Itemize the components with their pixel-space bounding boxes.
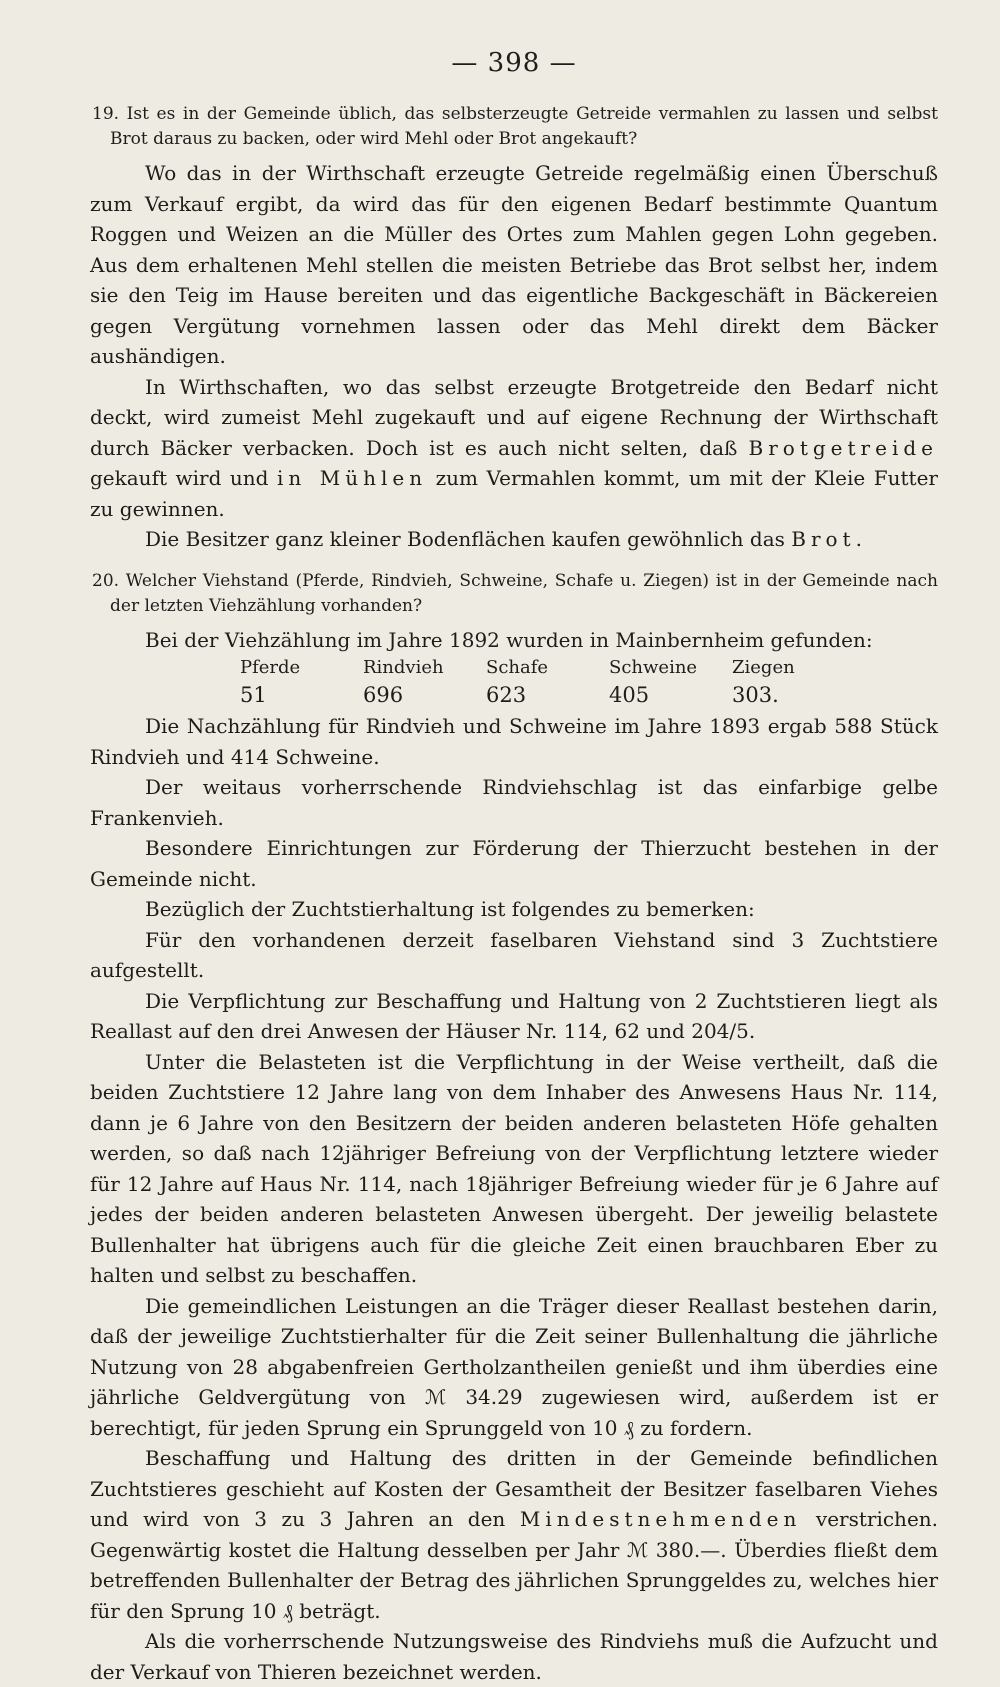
paragraph-verteilung: Unter die Belasteten ist die Verpflichtung in der Weise vertheilt, daß die beiden Zuchtstiere 12 Jahre lang von dem Inhaber des Anwesens Haus Nr. 114, dann je 6 Jahre von den Besitzern der beiden anderen belasteten Höfe gehalten werden, so daß nach 12jähriger Befreiung von der Verpflichtung letztere wieder für 12 Jahre auf Haus Nr. 114, nach 18jähriger Befreiung wieder für je 6 Jahre auf jedes der beiden anderen belasteten Anwesen übergeht. Der jeweilig belastete Bullenhalter hat übrigens auch für die gleiche Zeit einen brauchbaren Eber zu halten und selbst zu beschaffen. [90,1049,938,1287]
paragraph-rindviehschlag: Der weitaus vorherrschende Rindviehschlag ist das einfarbige gelbe Frankenvieh. [90,775,938,830]
text-run: . [855,527,862,551]
paragraph-leistungen: Die gemeindlichen Leistungen an die Träger dieser Reallast bestehen darin, daß der jeweilige Zuchtstierhalter für die Zeit seiner Bullenhaltung die jährliche Nutzung von 28 abgabenfreien Gertholzantheilen genießt und ihm überdies eine jährliche Geldvergütung von ℳ 34.29 zugewiesen wird, außerdem ist er berechtigt, für jeden Sprung ein Sprunggeld von 10 ₰ zu fordern. [90,1293,938,1440]
text-run: In Wirthschaften, wo das selbst erzeugte Brotgetreide den Bedarf nicht deckt, wird zumeist Mehl zugekauft und auf eigene Rechnung der Wirthschaft durch Bäcker verbacken. Doch ist es auch nicht selten, daß [90,374,938,460]
livestock-table [240,655,855,709]
header-pferde: Pferde [240,657,301,678]
value-ziegen: 303. [732,683,779,707]
text-run: Beschaffung und Haltung des dritten in der Gemeinde befindlichen Zuchtstieres geschieht auf Kosten der Gesamtheit der Besitzer faselbaren Viehes und wird von 3 zu 3 Jahren an den [90,1446,938,1531]
spaced-emphasis: Brotgetreide [748,435,938,460]
header-ziegen: Ziegen [732,657,795,678]
answer-19-paragraph-1: Wo das in der Wirthschaft erzeugte Getreide regelmäßig einen Überschuß zum Verkauf ergibt, da wird das für den eigenen Bedarf bestimmte Quantum Roggen und Weizen an die Müller des Ortes zum Mahlen gegen Lohn gegeben. Aus dem erhaltenen Mehl stellen die meisten Betriebe das Brot selbst her, indem sie den Teig im Hause bereiten und das eigentliche Backgeschäft in Bäckereien gegen Vergütung vornehmen lassen oder das Mehl direkt dem Bäcker aushändigen. [90,161,938,368]
value-schafe: 623 [486,683,527,707]
paragraph-dritter-zuchtstier [90,1443,938,1626]
paragraph-zuchtstiere: Für den vorhandenen derzeit faselbaren Viehstand sind 3 Zuchtstiere aufgestellt. [90,927,938,982]
paragraph-zuchtstierhaltung: Bezüglich der Zuchtstierhaltung ist folgendes zu bemerken: [145,897,755,921]
paragraph-nachzaehlung: Die Nachzählung für Rindvieh und Schweine im Jahre 1893 ergab 588 Stück Rindvieh und 414 Schweine. [90,714,938,769]
text-run: gekauft wird und [90,466,277,490]
header-schafe: Schafe [486,657,549,678]
census-intro: Bei der Viehzählung im Jahre 1892 wurden in Mainbernheim gefunden: [145,627,873,652]
livestock-header-row [240,655,855,681]
page-number: — 398 — [451,48,577,78]
spaced-emphasis: in Mühlen [276,466,428,490]
text-run: verstrichen. Gegenwärtig kostet die Haltung desselben per Jahr ℳ 380.—. Überdies fließt dem betreffenden Bullenhalter der Betrag des jährlichen Sprunggeldes zu, welches hier für den Sprung 10 ₰ beträgt. [90,1507,939,1623]
answer-19-paragraph-2 [90,372,938,525]
spaced-emphasis: Mindestnehmenden [519,1507,802,1531]
value-schweine: 405 [609,683,650,707]
answer-19-paragraph-3 [90,524,938,555]
paragraph-einrichtungen: Besondere Einrichtungen zur Förderung der Thierzucht bestehen in der Gemeinde nicht. [90,836,938,891]
header-rindvieh: Rindvieh [363,657,444,678]
value-rindvieh: 696 [363,683,404,707]
paragraph-nutzungsweise: Als die vorherrschende Nutzungsweise des Rindviehs muß die Aufzucht und der Verkauf von Thieren bezeichnet werden. [90,1629,938,1684]
spaced-emphasis: Brot [791,527,856,551]
value-pferde: 51 [240,683,267,707]
text-run: zum Vermahlen kommt, um mit der Kleie Futter zu gewinnen. [90,466,938,521]
text-run: Die Besitzer ganz kleiner Bodenflächen kaufen gewöhnlich das [145,527,792,551]
paragraph-reallast: Die Verpflichtung zur Beschaffung und Haltung von 2 Zuchtstieren liegt als Reallast auf den drei Anwesen der Häuser Nr. 114, 62 und 204/5. [90,988,938,1043]
question-20: 20. Welcher Viehstand (Pferde, Rindvieh, Schweine, Schafe u. Ziegen) ist in der Gemeinde nach der letzten Viehzählung vorhanden? [92,570,938,616]
livestock-value-row [240,681,855,709]
header-schweine: Schweine [609,657,698,678]
question-19: 19. Ist es in der Gemeinde üblich, das selbsterzeugte Getreide vermahlen zu lassen und selbst Brot daraus zu backen, oder wird Mehl oder Brot angekauft? [92,104,938,149]
